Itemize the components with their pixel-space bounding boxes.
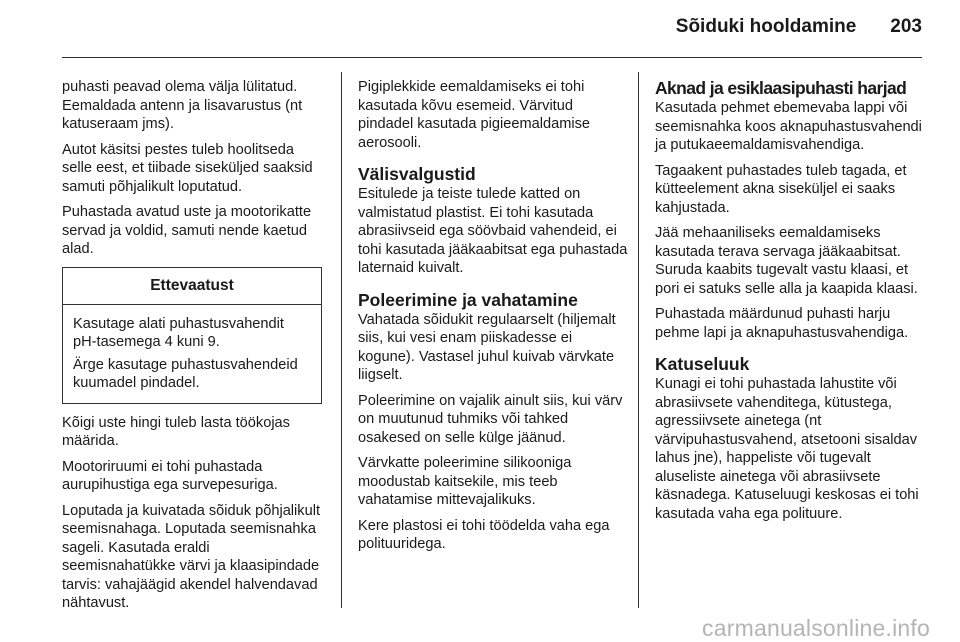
paragraph: Jää mehaaniliseks eemaldamiseks kasutada terava servaga jääkaabitsat. Suruda kaabits tugevalt vastu klaasi, et pori ei satuks selle alla ja kaapida klaasi. — [655, 225, 918, 297]
column-divider — [341, 72, 342, 608]
paragraph: Kasutada pehmet ebemevaba lappi või seemisnahka koos aknapuhastusvahendi ja putukaeemaldamisvahendiga. — [655, 100, 922, 153]
paragraph: Tagaakent puhastades tuleb tagada, et kütteelement akna siseküljel ei saaks kahjustada. — [655, 162, 907, 216]
paragraph: Kere plastosi ei tohi töödelda vaha ega polituuridega. — [358, 517, 610, 552]
section-title: Sõiduki hooldamine — [675, 16, 857, 37]
paragraph: Puhastada määrdunud puhasti harju pehme lapi ja aknapuhastusvahendiga. — [655, 306, 909, 341]
paragraph: Ärge kasutage puhastusvahendeid kuumadel pindadel. — [73, 356, 298, 391]
paragraph: Pigiplekkide eemaldamiseks ei tohi kasutada kõvu esemeid. Värvitud pindadel kasutada pigieemaldamise aerosooli. — [358, 79, 591, 151]
paragraph: Autot käsitsi pestes tuleb hoolitseda selle eest, et tiibade siseküljed saaksid samuti põhjalikult loputatud. — [62, 141, 313, 195]
watermark: carmanualsonline.info — [702, 615, 930, 641]
section-heading: Poleerimine ja vahatamine — [358, 289, 578, 310]
paragraph: Kasutage alati puhastusvahendit pH-tasemega 4 kuni 9. — [73, 315, 284, 350]
header-rule — [62, 57, 922, 58]
column-divider — [638, 72, 639, 608]
paragraph: Puhastada avatud uste ja mootorikatte servad ja voldid, samuti nende kaetud alad. — [62, 204, 312, 257]
column-left — [62, 78, 324, 620]
column-right — [655, 78, 923, 530]
caution-body — [63, 305, 321, 403]
paragraph: Esitulede ja teiste tulede katted on valmistatud plastist. Ei tohi kasutada abrasiivseid ega söövbaid vahendeid, ei tohi kasutada jääkaabitsat ega puhastada laternaid kuivalt. — [358, 186, 628, 276]
paragraph: Kunagi ei tohi puhastada lahustite või abrasiivsete vahenditega, kütustega, agressiivsete ainetega (nt värvipuhastusvahend, atsetooni sisaldav lahus jne), happeliste või tugevalt aluseliste ainetega või abrasiivsete käsnadega. Katuseluugi keskosas ei tohi kasutada vaha ega polituure. — [655, 376, 919, 522]
caution-title: Ettevaatust — [63, 268, 321, 305]
section-heading: Aknad ja esiklaasipuhasti harjad — [655, 78, 907, 98]
page-header — [676, 16, 922, 38]
paragraph: Kõigi uste hingi tuleb lasta töökojas määrida. — [62, 414, 290, 449]
paragraph: puhasti peavad olema välja lülitatud. Eemaldada antenn ja lisavarustus (nt katuseraam jms). — [62, 79, 303, 132]
section-heading: Katuseluuk — [655, 354, 750, 374]
paragraph: Poleerimine on vajalik ainult siis, kui värv on muutunud tuhmiks või tahked osakesed on selle külge jäänud. — [358, 392, 623, 446]
page-number: 203 — [890, 16, 922, 37]
paragraph: Vahatada sõidukit regulaarselt (hiljemalt siis, kui vesi enam piiskadesse ei kogune). Vastasel juhul kuivab värvkate liigselt. — [358, 311, 616, 383]
paragraph: Värvkatte poleerimine silikooniga moodustab kaitsekile, mis teeb vahatamise mittevajalikuks. — [358, 455, 572, 508]
caution-box — [62, 267, 322, 404]
paragraph: Loputada ja kuivatada sõiduk põhjalikult seemisnahaga. Loputada seemisnahka sageli. Kasutada eraldi seemisnahatükke värvi ja klaasipindade tarvis: vahajäägid akendel halvendavad nähtavust. — [62, 502, 321, 611]
column-middle — [358, 78, 628, 561]
section-heading: Välisvalgustid — [358, 164, 476, 184]
paragraph: Mootoriruumi ei tohi puhastada aurupihustiga ega survepesuriga. — [62, 458, 278, 493]
